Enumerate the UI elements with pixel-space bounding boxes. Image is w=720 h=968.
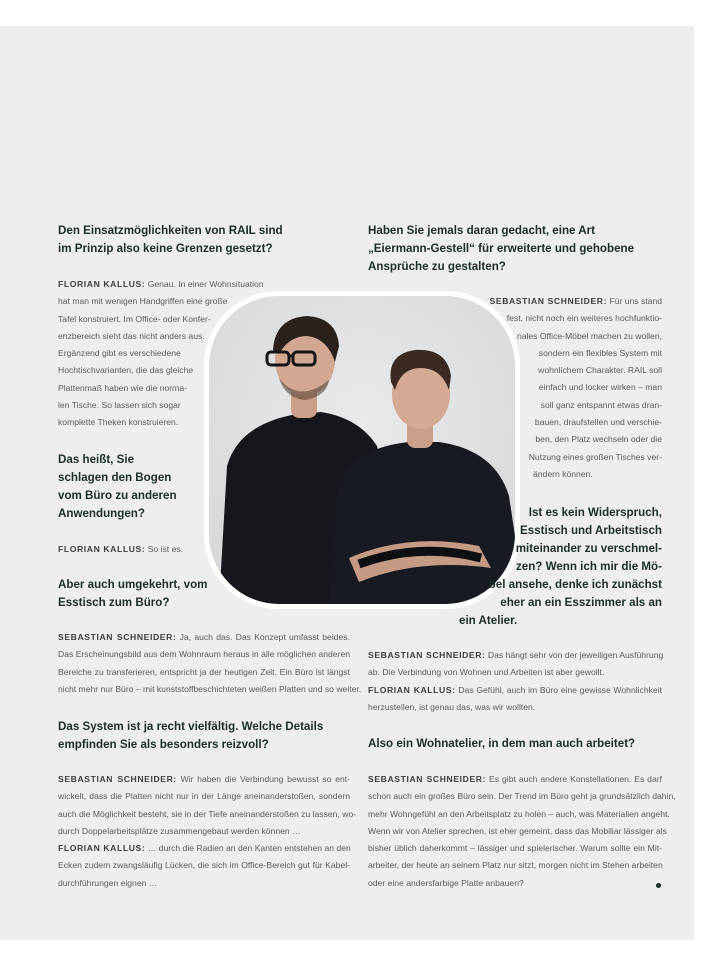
answer-line: auch die Möglichkeit besteht, sie in der Tiefe aneinanderstoßen zu lassen, wo-	[58, 808, 357, 819]
answer-line: len Tische. So lassen sich sogar	[58, 400, 181, 411]
heading-line: Haben Sie jemals daran gedacht, eine Art	[368, 224, 596, 237]
answer-kallus-genau	[58, 276, 264, 432]
heading-line: vom Büro zu anderen	[58, 489, 177, 502]
heading-line: Ist es kein Widerspruch,	[528, 506, 662, 519]
heading-line: miteinander zu verschmel-	[515, 542, 662, 555]
heading-line: bel ansehe, denke ich zunächst	[488, 578, 662, 591]
answer-text: Ja, auch das. Das Konzept umfasst beides.	[179, 632, 350, 642]
speaker-name: SEBASTIAN SCHNEIDER:	[58, 774, 177, 784]
heading-line: Das System ist ja recht vielfältig. Welche Details	[58, 720, 324, 733]
answer-line: Das Erscheinungsbild aus dem Wohnraum heraus in alle möglichen anderen	[58, 649, 350, 660]
answer-line: arbeiter, der heute an seinem Platz nur sitzt, morgen nicht im Stehen arbeiten	[368, 860, 663, 871]
answer-kallus-so-ist-es	[58, 541, 183, 558]
heading-line: Ansprüche zu gestalten?	[368, 260, 506, 273]
answer-line: wohnlichem Charakter. RAIL soll	[538, 365, 662, 376]
heading-line: ein Atelier.	[459, 614, 518, 627]
answer-line: ben, den Platz wechseln oder die	[535, 434, 662, 445]
answer-line: Tafel konstruiert. Im Office- oder Konfer-	[58, 313, 211, 324]
question-bogen	[58, 451, 177, 523]
answer-line: bisher üblich daherkommt – lässiger und spielerischer. Warum sollte ein Mit-	[368, 843, 662, 854]
answer-line: Wenn wir von Atelier sprechen, ist eher gemeint, dass das Mobiliar lässiger als	[368, 825, 667, 836]
speaker-name: SEBASTIAN SCHNEIDER:	[368, 650, 486, 660]
answer-text: Das Gefühl, auch im Büro eine gewisse Wohnlichkeit	[458, 684, 662, 695]
answer-text: … durch die Radien an den Kanten entstehen an den	[147, 843, 351, 854]
answer-line: Nutzung eines großen Tisches ver-	[528, 451, 662, 462]
answer-text: Genau. In einer Wohnsituation	[147, 279, 264, 289]
question-eiermann	[368, 222, 634, 276]
speaker-name: FLORIAN KALLUS:	[368, 684, 456, 695]
answer-text: So ist es.	[147, 544, 184, 554]
answer-line: durchführungen eignen …	[58, 877, 158, 888]
answer-schneider-konstellationen	[368, 771, 676, 892]
answer-line: herzustellen, ist genau das, was wir wollten.	[368, 701, 536, 712]
question-rail-possibilities	[58, 222, 283, 258]
answer-line: Ecken zudem zwangsläufig Lücken, die sich im Office-Bereich gut für Kabel-	[58, 860, 350, 871]
answer-text: Wir haben die Verbindung bewusst so ent-	[180, 774, 351, 784]
answer-line: hat man mit wenigen Handgriffen eine große	[58, 296, 228, 307]
heading-line: empfinden Sie als besonders reizvoll?	[58, 738, 269, 751]
heading-line: Anwendungen?	[58, 507, 145, 520]
answer-line: enzbereich sieht das nicht anders aus.	[58, 330, 205, 341]
answer-schneider-fest	[440, 293, 662, 483]
heading-line: Esstisch und Arbeitstisch	[520, 524, 662, 537]
answer-line: Plattenmaß haben wie die norma-	[58, 382, 187, 393]
speaker-name: SEBASTIAN SCHNEIDER:	[489, 296, 608, 306]
speaker-name: FLORIAN KALLUS:	[58, 279, 146, 289]
question-details	[58, 718, 323, 754]
answer-line: sondern ein flexibles System mit	[538, 347, 662, 358]
answer-schneider-verbindung	[58, 771, 357, 892]
question-wohnatelier	[368, 735, 635, 753]
answer-line: komplette Theken konstruieren.	[58, 417, 179, 428]
question-widerspruch	[420, 504, 662, 630]
answer-line: soll ganz entspannt etwas dran-	[540, 399, 662, 410]
heading-line: Aber auch umgekehrt, vom	[58, 578, 208, 591]
answer-line: schon auch ein großes Büro sein. Der Trend im Büro geht ja grundsätzlich dahin,	[368, 791, 676, 802]
answer-line: nicht mehr nur Büro – mit kunststoffbeschichteten weißen Platten und so weiter.	[58, 683, 362, 694]
answer-line: durch Doppelarbeitsplätze zusammengebaut werden können …	[58, 825, 301, 836]
answer-line: einfach und locker wirken – man	[538, 382, 662, 393]
answer-line: bauen, draufstellen und verschie-	[534, 417, 662, 428]
answer-text: Für uns stand	[609, 296, 662, 306]
speaker-name: FLORIAN KALLUS:	[58, 843, 146, 854]
answer-line: oder eine andersfarbige Platte anbauen?	[368, 877, 524, 888]
answer-schneider-ausfuehrung	[368, 647, 662, 716]
answer-line: Hochtischvarianten, die das gleiche	[58, 365, 194, 376]
heading-line: „Eiermann-Gestell“ für erweiterte und gehobene	[368, 242, 635, 255]
speaker-name: SEBASTIAN SCHNEIDER:	[58, 632, 177, 642]
question-umgekehrt	[58, 576, 207, 612]
answer-text: Es gibt auch andere Konstellationen. Es darf	[489, 774, 662, 784]
answer-schneider-konzept	[58, 629, 362, 698]
heading-line: zen? Wenn ich mir die Mö-	[515, 560, 662, 573]
answer-line: ab. Die Verbindung von Wohnen und Arbeiten ist aber gewollt.	[368, 667, 605, 678]
answer-text: Das hängt sehr von der jeweiligen Ausführung	[487, 650, 664, 660]
heading-line: eher an ein Esszimmer als an	[500, 596, 662, 609]
heading-line: schlagen den Bogen	[58, 471, 172, 484]
answer-line: Bereiche zu transferieren, entspricht ja der heutigen Zeit. Ein Büro ist längst	[58, 666, 350, 677]
heading-line: Den Einsatzmöglichkeiten von RAIL sind	[58, 224, 283, 237]
answer-line: Ergänzend gibt es verschiedene	[58, 348, 181, 359]
heading-line: Also ein Wohnatelier, in dem man auch arbeitet?	[368, 737, 636, 750]
answer-line: ändern können.	[533, 468, 593, 479]
speaker-name: FLORIAN KALLUS:	[58, 544, 146, 554]
heading-line: Esstisch zum Büro?	[58, 596, 170, 609]
answer-line: fest, nicht noch ein weiteres hochfunktio-	[506, 313, 662, 324]
heading-line: Das heißt, Sie	[58, 453, 135, 466]
speaker-name: SEBASTIAN SCHNEIDER:	[368, 774, 487, 784]
answer-line: wickelt, dass die Platten nicht nur in der Länge aneinanderstoßen, sondern	[58, 791, 350, 802]
article-end-marker	[656, 883, 661, 888]
answer-line: nales Office-Möbel machen zu wollen,	[516, 330, 662, 341]
heading-line: im Prinzip also keine Grenzen gesetzt?	[58, 242, 273, 255]
answer-line: mehr Wohngefühl an den Arbeitsplatz zu holen – auch, was Materialien angeht.	[368, 808, 670, 819]
